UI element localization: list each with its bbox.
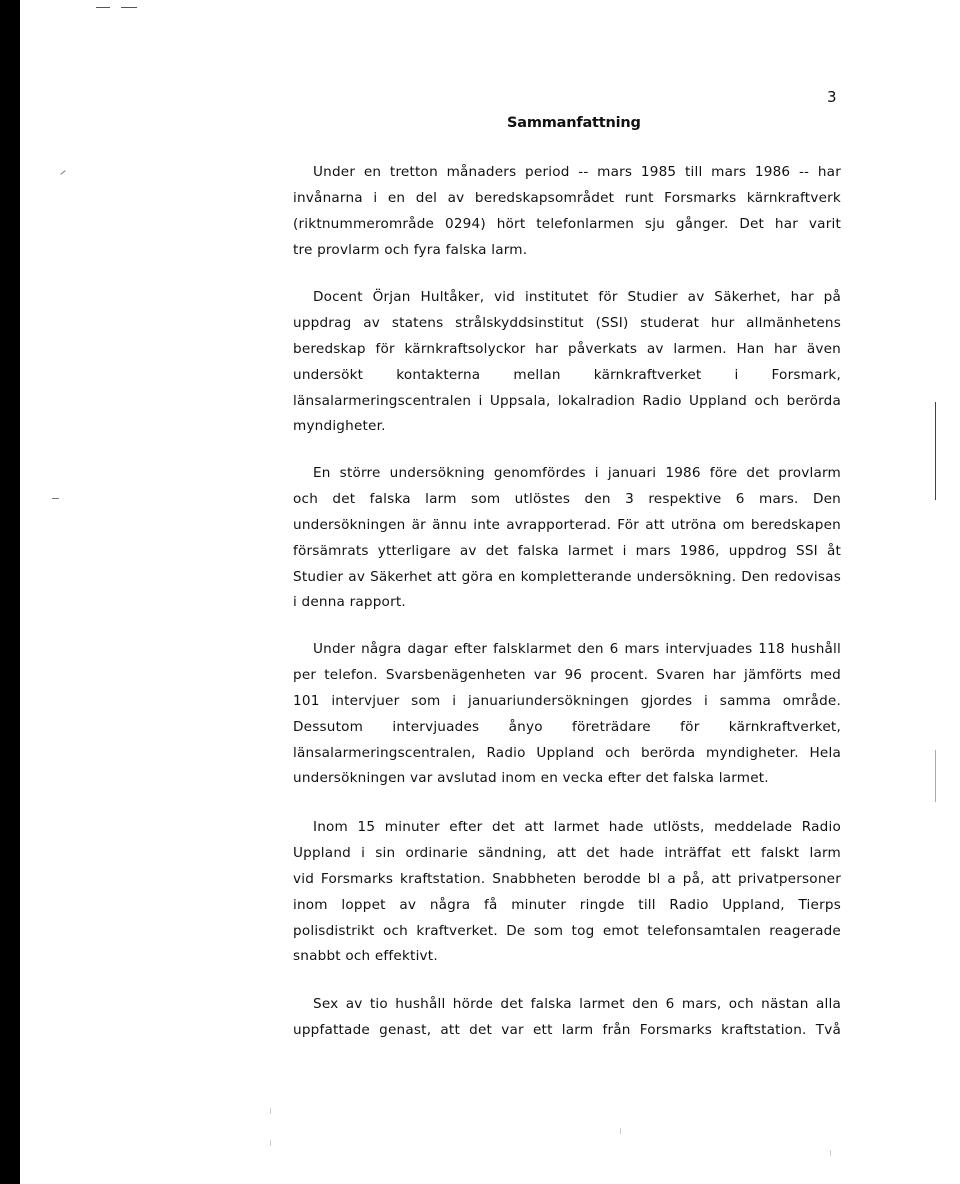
text-line: (riktnummerområde 0294) hört telefonlarmen sju gånger. Det har varit: [293, 215, 841, 232]
scan-mark: [60, 170, 65, 175]
scan-mark: [96, 7, 110, 8]
text-line: beredskap för kärnkraftsolyckor har påverkats av larmen. Han har även: [293, 340, 841, 357]
text-line: per telefon. Svarsbenägenheten var 96 procent. Svaren har jämförts med: [293, 666, 841, 683]
text-line: vid Forsmarks kraftstation. Snabbheten berodde bl a på, att privatpersoner: [293, 870, 841, 887]
text-line: Under en tretton månaders period -- mars 1985 till mars 1986 -- har: [313, 164, 841, 180]
paragraph-1: [293, 160, 841, 264]
text-line: myndigheter.: [293, 418, 386, 435]
text-line: En större undersökning genomfördes i januari 1986 före det provlarm: [313, 465, 841, 481]
text-line: invånarna i en del av beredskapsområdet runt Forsmarks kärnkraftverk: [293, 189, 841, 206]
text-line: undersökningen var avslutad inom en vecka efter det falska larmet.: [293, 770, 769, 787]
page-number: 3: [827, 88, 837, 106]
paragraph-6: [293, 992, 841, 1044]
text-line: i denna rapport.: [293, 594, 406, 611]
text-line: tre provlarm och fyra falska larm.: [293, 241, 528, 258]
text-line: uppdrag av statens strålskyddsinstitut (SSI) studerat hur allmänhetens: [293, 314, 841, 331]
paragraph-2: [293, 285, 841, 440]
scan-mark: [935, 750, 936, 802]
text-line: undersökt kontakterna mellan kärnkraftverket i Forsmark,: [293, 366, 841, 383]
scan-mark: [830, 1150, 831, 1156]
text-line: inom loppet av några få minuter ringde till Radio Uppland, Tierps: [293, 896, 841, 913]
text-line: Sex av tio hushåll hörde det falska larmet den 6 mars, och nästan alla: [313, 996, 841, 1012]
scan-edge-bar: [0, 0, 20, 1184]
scan-mark: [620, 1128, 621, 1134]
text-line: försämrats ytterligare av det falska larmet i mars 1986, uppdrog SSI åt: [293, 542, 841, 559]
text-line: länsalarmeringscentralen i Uppsala, lokalradion Radio Uppland och berörda: [293, 392, 841, 409]
text-line: Dessutom intervjuades ånyo företrädare för kärnkraftverket,: [293, 718, 841, 735]
text-line: Docent Örjan Hultåker, vid institutet för Studier av Säkerhet, har på: [313, 289, 841, 305]
text-line: och det falska larm som utlöstes den 3 respektive 6 mars. Den: [293, 490, 841, 507]
text-line: snabbt och effektivt.: [293, 948, 438, 965]
text-line: undersökningen är ännu inte avrapporterad. För att utröna om beredskapen: [293, 516, 841, 533]
text-line: Studier av Säkerhet att göra en kompletterande undersökning. Den redovisas: [293, 568, 841, 585]
scan-mark: [270, 1140, 271, 1146]
text-line: länsalarmeringscentralen, Radio Uppland och berörda myndigheter. Hela: [293, 744, 841, 761]
text-line: uppfattade genast, att det var ett larm från Forsmarks kraftstation. Två: [293, 1021, 841, 1038]
text-line: Under några dagar efter falsklarmet den 6 mars intervjuades 118 hushåll: [313, 641, 841, 657]
paragraph-3: [293, 461, 841, 616]
page-title: Sammanfattning: [507, 115, 641, 131]
paragraph-5: [293, 815, 841, 970]
paragraph-4: [293, 637, 841, 792]
scan-mark: [935, 402, 936, 500]
text-line: Uppland i sin ordinarie sändning, att det hade inträffat ett falskt larm: [293, 844, 841, 861]
text-line: Inom 15 minuter efter det att larmet hade utlösts, meddelade Radio: [313, 819, 841, 835]
scan-mark: [270, 1108, 271, 1114]
scan-mark: [121, 7, 137, 8]
text-line: 101 intervjuer som i januariundersökningen gjordes i samma område.: [293, 692, 841, 709]
text-line: polisdistrikt och kraftverket. De som tog emot telefonsamtalen reagerade: [293, 922, 841, 939]
scan-mark: [52, 498, 59, 499]
